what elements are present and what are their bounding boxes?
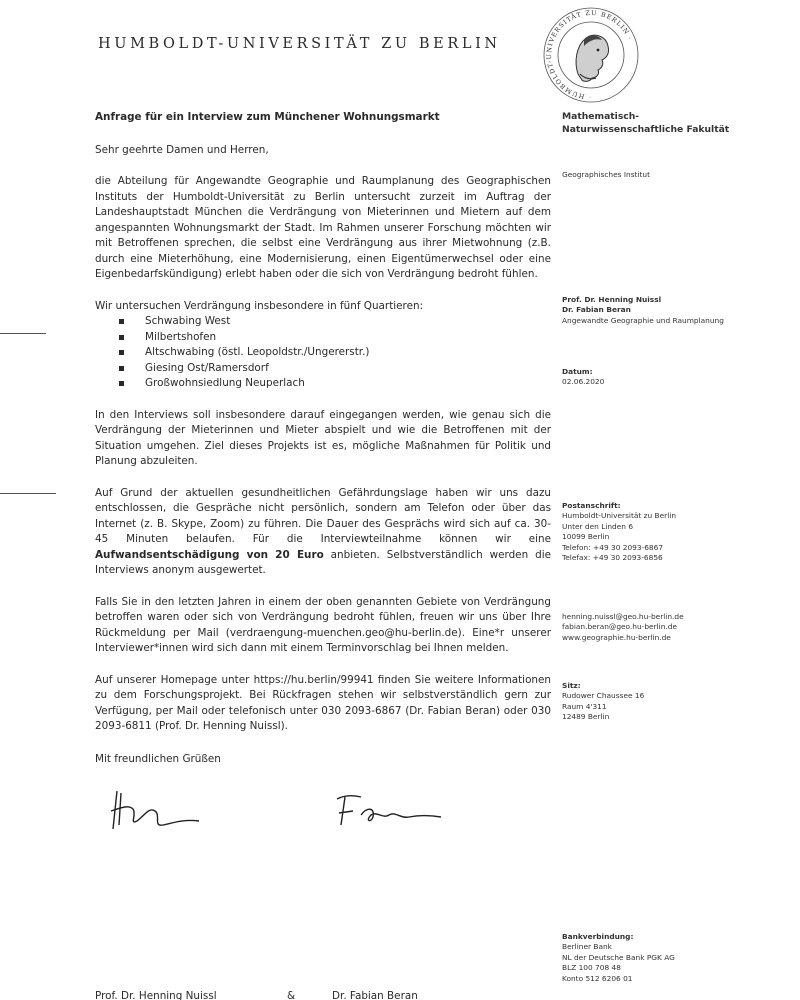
seat-label: Sitz: (562, 681, 581, 690)
date-value: 02.06.2020 (562, 377, 605, 387)
postal-line: 10099 Berlin (562, 532, 610, 542)
postal-block (562, 501, 752, 563)
university-seal-logo (540, 4, 642, 106)
signature-nuissl (103, 785, 203, 835)
postal-line: Humboldt-Universität zu Berlin (562, 511, 677, 521)
seat-line: Rudower Chaussee 16 (562, 691, 645, 701)
paragraph-interviews: In den Interviews soll insbesondere darauf eingegangen werden, wie genau sich die Verdrängung der Mieterinnen und Mieter abspielt und wie die Betroffenen mit der Situation umgehen. Ziel dieses Projekts ist es, mögliche Maßnahmen für Politik und Planung abzuleiten. (95, 408, 551, 467)
sender-block (562, 295, 752, 326)
bank-line: BLZ 100 708 48 (562, 963, 621, 973)
closing: Mit freundlichen Grüßen (95, 752, 221, 765)
paragraph-quarters-intro: Wir untersuchen Verdrängung insbesondere in fünf Quartieren: (95, 299, 424, 312)
contact-line: fabian.beran@geo.hu-berlin.de (562, 622, 677, 632)
paragraph-procedure (95, 486, 551, 579)
institute-name: Geographisches Institut (562, 170, 650, 179)
signer-and: & (287, 990, 296, 1000)
salutation: Sehr geehrte Damen und Herren, (95, 143, 269, 156)
bank-line: NL der Deutsche Bank PGK AG (562, 952, 675, 962)
signer-name: Prof. Dr. Henning Nuissl (95, 990, 217, 1000)
procedure-text-b: anbieten. Selbstverständlich werden die Interviews anonym ausgewertet. (95, 548, 551, 576)
university-name: HUMBOLDT-UNIVERSITÄT ZU BERLIN (98, 36, 501, 52)
bank-line: Konto 512 6206 01 (562, 973, 633, 983)
quarters-list (117, 314, 551, 392)
list-item: Schwabing West (117, 314, 551, 330)
fold-mark (0, 493, 56, 494)
list-item: Altschwabing (östl. Leopoldstr./Ungererstr.) (117, 345, 551, 361)
compensation-text: Aufwandsentschädigung von 20 Euro (95, 548, 324, 561)
date-label: Datum: (562, 367, 593, 376)
postal-line: Unter den Linden 6 (562, 521, 634, 531)
signer-name: Dr. Fabian Beran (332, 990, 418, 1000)
svg-text:· HUMBOLDT-UNIVERSITÄT ZU BERL: · HUMBOLDT-UNIVERSITÄT ZU BERLIN · (545, 9, 634, 101)
sender-name: Prof. Dr. Henning Nuissl (562, 295, 662, 304)
seat-line: 12489 Berlin (562, 712, 610, 722)
letter-body (95, 110, 551, 847)
postal-label: Postanschrift: (562, 501, 621, 510)
postal-line: Telefon: +49 30 2093-6867 (562, 542, 664, 552)
paragraph-homepage: Auf unserer Homepage unter https://hu.berlin/99941 finden Sie weitere Informationen zu dem Forschungsprojekt. Bei Rückfragen stehen wir selbstverständlich gern zur Verfügung, per Mail oder telefonisch unter 030 2093-6867 (Dr. Fabian Beran) oder 030 2093-6811 (Prof. Dr. Henning Nuissl). (95, 673, 551, 732)
faculty-name: Mathematisch-Naturwissenschaftliche Fakultät (562, 111, 730, 135)
seat-line: Raum 4'311 (562, 701, 607, 711)
procedure-text-a: Auf Grund der aktuellen gesundheitlichen Gefährdungslage haben wir uns dazu entschlossen, die Gespräche nicht persönlich, sondern am Telefon oder über das Internet (z. B. Skype, Zoom) zu führen. Die Dauer des Gesprächs wird sich auf ca. 30-45 Minuten belaufen. Für die Interviewteilnahme können wir eine (95, 486, 551, 545)
paragraph-contact-request: Falls Sie in den letzten Jahren in einem der oben genannten Gebiete von Verdrängung betroffen waren oder sich von Verdrängung bedroht fühlen, freuen wir uns über Ihre Rückmeldung per Mail (verdraengung-muenchen.geo@hu-berlin.de). Eine*r unserer Interviewer*innen wird sich dann mit einem Terminvorschlag bei Ihnen melden. (95, 595, 551, 654)
contact-block (562, 612, 752, 643)
postal-line: Telefax: +49 30 2093-6856 (562, 553, 663, 563)
bank-line: Berliner Bank (562, 942, 612, 952)
list-item: Giesing Ost/Ramersdorf (117, 361, 551, 377)
fold-mark (0, 333, 46, 334)
department-name: Angewandte Geographie und Raumplanung (562, 315, 724, 325)
list-item: Großwohnsiedlung Neuperlach (117, 376, 551, 392)
signature-area (95, 777, 551, 847)
date-block (562, 367, 752, 388)
contact-line: henning.nuissl@geo.hu-berlin.de (562, 612, 684, 621)
sender-name: Dr. Fabian Beran (562, 305, 631, 315)
signature-beran (331, 785, 443, 835)
bank-label: Bankverbindung: (562, 932, 634, 941)
contact-line: www.geographie.hu-berlin.de (562, 632, 671, 642)
bank-block (562, 932, 752, 984)
list-item: Milbertshofen (117, 330, 551, 346)
paragraph-intro: die Abteilung für Angewandte Geographie und Raumplanung des Geographischen Instituts der Humboldt-Universität zu Berlin untersucht zurzeit im Auftrag der Landeshauptstadt München die Verdrängung von Mieterinnen und Mietern auf dem angespannten Wohnungsmarkt der Stadt. Im Rahmen unserer Forschung möchten wir mit Betroffenen sprechen, die selbst eine Verdrängung aus ihrer Mietwohnung (z.B. durch eine Mieterhöhung, eine Modernisierung, einen Eigentümerwechsel oder eine Eigenbedarfskündigung) erlebt haben oder die sich von Verdrängung bedroht fühlen. (95, 175, 551, 280)
letter-title: Anfrage für ein Interview zum Münchener Wohnungsmarkt (95, 111, 440, 123)
seat-block (562, 681, 752, 723)
